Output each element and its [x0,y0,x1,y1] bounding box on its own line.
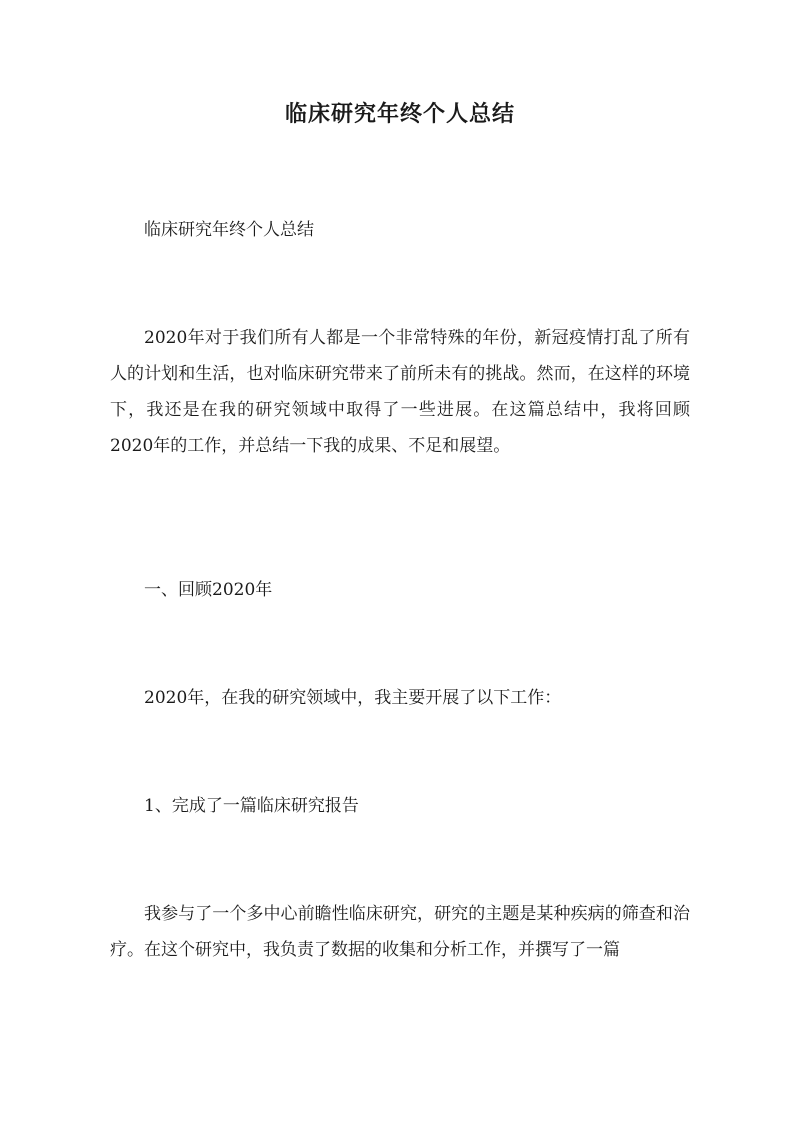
document-title: 临床研究年终个人总结 [284,101,515,127]
item-heading-report: 1、完成了一篇临床研究报告 [144,796,359,816]
subtitle-paragraph: 临床研究年终个人总结 [144,220,314,240]
intro-paragraph: 2020年对于我们所有人都是一个非常特殊的年份，新冠疫情打乱了所有人的计划和生活，也对临床研究带来了前所未有的挑战。然而，在这样的环境下，我还是在我的研究领域中取得了一些进展。在这篇总结中，我将回顾2020年的工作，并总结一下我的成果、不足和展望。 [110,328,690,456]
report-detail-paragraph: 我参与了一个多中心前瞻性临床研究，研究的主题是某种疾病的筛查和治疗。在这个研究中，我负责了数据的收集和分析工作，并撰写了一篇 [110,904,690,960]
section-heading-review: 一、回顾2020年 [144,580,273,600]
work-summary-paragraph: 2020年，在我的研究领域中，我主要开展了以下工作： [144,688,562,708]
